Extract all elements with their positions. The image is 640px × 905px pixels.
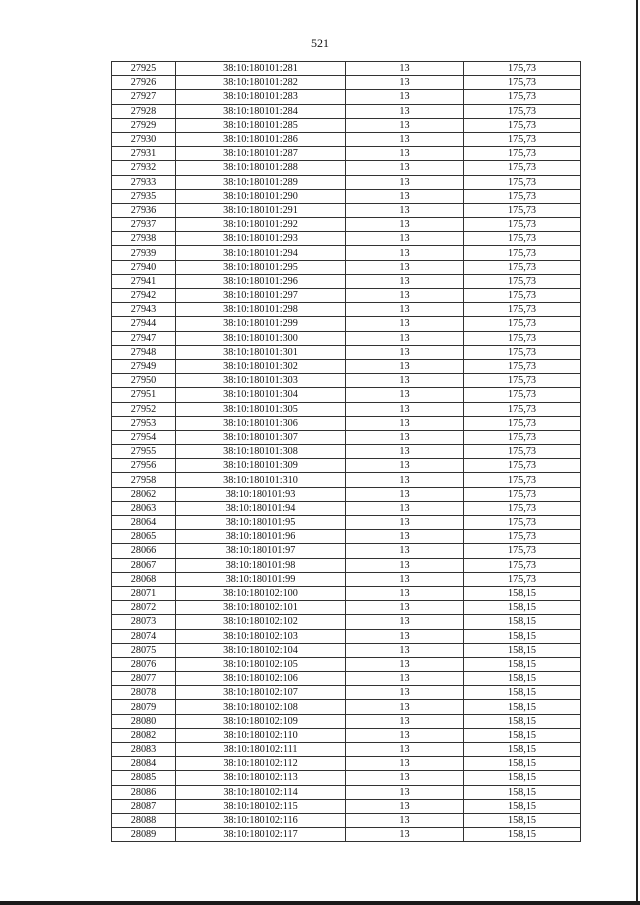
value-cell: 158,15: [464, 686, 581, 700]
group-cell: 13: [346, 175, 464, 189]
row-number-cell: 27955: [112, 445, 176, 459]
row-number-cell: 27936: [112, 203, 176, 217]
value-cell: 158,15: [464, 771, 581, 785]
table-row: [112, 828, 581, 842]
row-number-cell: 27925: [112, 62, 176, 76]
group-cell: 13: [346, 586, 464, 600]
cadastral-number-cell: 38:10:180101:296: [176, 274, 346, 288]
group-cell: 13: [346, 672, 464, 686]
value-cell: 175,73: [464, 62, 581, 76]
table-row: [112, 771, 581, 785]
row-number-cell: 28063: [112, 501, 176, 515]
row-number-cell: 28067: [112, 558, 176, 572]
row-number-cell: 28079: [112, 700, 176, 714]
row-number-cell: 28076: [112, 657, 176, 671]
table-row: [112, 374, 581, 388]
value-cell: 175,73: [464, 530, 581, 544]
table-row: [112, 785, 581, 799]
value-cell: 175,73: [464, 161, 581, 175]
row-number-cell: 28080: [112, 714, 176, 728]
row-number-cell: 27950: [112, 374, 176, 388]
table-row: [112, 672, 581, 686]
value-cell: 175,73: [464, 147, 581, 161]
row-number-cell: 27956: [112, 459, 176, 473]
value-cell: 175,73: [464, 402, 581, 416]
group-cell: 13: [346, 743, 464, 757]
table-row: [112, 161, 581, 175]
group-cell: 13: [346, 303, 464, 317]
value-cell: 158,15: [464, 615, 581, 629]
row-number-cell: 28074: [112, 629, 176, 643]
cadastral-number-cell: 38:10:180101:287: [176, 147, 346, 161]
table-row: [112, 813, 581, 827]
cadastral-number-cell: 38:10:180102:116: [176, 813, 346, 827]
group-cell: 13: [346, 416, 464, 430]
value-cell: 175,73: [464, 90, 581, 104]
value-cell: 175,73: [464, 388, 581, 402]
table-row: [112, 430, 581, 444]
cadastral-number-cell: 38:10:180101:299: [176, 317, 346, 331]
value-cell: 175,73: [464, 274, 581, 288]
group-cell: 13: [346, 317, 464, 331]
cadastral-number-cell: 38:10:180101:282: [176, 76, 346, 90]
table-row: [112, 445, 581, 459]
value-cell: 175,73: [464, 445, 581, 459]
group-cell: 13: [346, 799, 464, 813]
table-row: [112, 657, 581, 671]
value-cell: 175,73: [464, 246, 581, 260]
group-cell: 13: [346, 629, 464, 643]
cadastral-number-cell: 38:10:180101:295: [176, 260, 346, 274]
table-row: [112, 189, 581, 203]
table-row: [112, 728, 581, 742]
group-cell: 13: [346, 728, 464, 742]
value-cell: 175,73: [464, 459, 581, 473]
cadastral-number-cell: 38:10:180101:94: [176, 501, 346, 515]
table-row: [112, 303, 581, 317]
table-row: [112, 147, 581, 161]
table-row: [112, 601, 581, 615]
table-row: [112, 118, 581, 132]
cadastral-number-cell: 38:10:180102:102: [176, 615, 346, 629]
value-cell: 158,15: [464, 728, 581, 742]
row-number-cell: 27949: [112, 359, 176, 373]
row-number-cell: 27947: [112, 331, 176, 345]
cadastral-number-cell: 38:10:180102:112: [176, 757, 346, 771]
page-number: 521: [311, 36, 329, 50]
group-cell: 13: [346, 218, 464, 232]
group-cell: 13: [346, 757, 464, 771]
value-cell: 175,73: [464, 544, 581, 558]
group-cell: 13: [346, 501, 464, 515]
cadastral-number-cell: 38:10:180101:96: [176, 530, 346, 544]
group-cell: 13: [346, 260, 464, 274]
value-cell: 158,15: [464, 714, 581, 728]
value-cell: 175,73: [464, 345, 581, 359]
table-row: [112, 544, 581, 558]
value-cell: 175,73: [464, 218, 581, 232]
value-cell: 175,73: [464, 203, 581, 217]
row-number-cell: 28073: [112, 615, 176, 629]
table-row: [112, 558, 581, 572]
value-cell: 175,73: [464, 132, 581, 146]
group-cell: 13: [346, 473, 464, 487]
row-number-cell: 28064: [112, 516, 176, 530]
cadastral-number-cell: 38:10:180101:288: [176, 161, 346, 175]
value-cell: 158,15: [464, 828, 581, 842]
group-cell: 13: [346, 558, 464, 572]
cadastral-number-cell: 38:10:180101:291: [176, 203, 346, 217]
row-number-cell: 27953: [112, 416, 176, 430]
group-cell: 13: [346, 430, 464, 444]
row-number-cell: 28087: [112, 799, 176, 813]
row-number-cell: 27951: [112, 388, 176, 402]
group-cell: 13: [346, 62, 464, 76]
table-row: [112, 76, 581, 90]
cadastral-number-cell: 38:10:180101:285: [176, 118, 346, 132]
group-cell: 13: [346, 203, 464, 217]
table-row: [112, 359, 581, 373]
value-cell: 175,73: [464, 303, 581, 317]
cadastral-number-cell: 38:10:180102:105: [176, 657, 346, 671]
table-row: [112, 643, 581, 657]
group-cell: 13: [346, 459, 464, 473]
value-cell: 175,73: [464, 232, 581, 246]
cadastral-number-cell: 38:10:180101:289: [176, 175, 346, 189]
cadastral-number-cell: 38:10:180101:283: [176, 90, 346, 104]
table-row: [112, 388, 581, 402]
value-cell: 158,15: [464, 700, 581, 714]
group-cell: 13: [346, 289, 464, 303]
group-cell: 13: [346, 530, 464, 544]
table-row: [112, 132, 581, 146]
value-cell: 175,73: [464, 189, 581, 203]
group-cell: 13: [346, 487, 464, 501]
row-number-cell: 27935: [112, 189, 176, 203]
value-cell: 158,15: [464, 813, 581, 827]
row-number-cell: 28062: [112, 487, 176, 501]
table-row: [112, 700, 581, 714]
cadastral-number-cell: 38:10:180102:113: [176, 771, 346, 785]
table-row: [112, 104, 581, 118]
row-number-cell: 27937: [112, 218, 176, 232]
table-row: [112, 714, 581, 728]
value-cell: 158,15: [464, 785, 581, 799]
row-number-cell: 27938: [112, 232, 176, 246]
row-number-cell: 27940: [112, 260, 176, 274]
cadastral-number-cell: 38:10:180101:308: [176, 445, 346, 459]
value-cell: 158,15: [464, 586, 581, 600]
cadastral-number-cell: 38:10:180101:302: [176, 359, 346, 373]
value-cell: 175,73: [464, 260, 581, 274]
value-cell: 158,15: [464, 601, 581, 615]
group-cell: 13: [346, 104, 464, 118]
cadastral-number-cell: 38:10:180101:284: [176, 104, 346, 118]
table-row: [112, 402, 581, 416]
table-row: [112, 317, 581, 331]
row-number-cell: 28066: [112, 544, 176, 558]
cadastral-number-cell: 38:10:180101:281: [176, 62, 346, 76]
group-cell: 13: [346, 76, 464, 90]
table-row: [112, 615, 581, 629]
group-cell: 13: [346, 700, 464, 714]
row-number-cell: 27942: [112, 289, 176, 303]
table-row: [112, 175, 581, 189]
value-cell: 158,15: [464, 672, 581, 686]
cadastral-number-cell: 38:10:180102:110: [176, 728, 346, 742]
table-row: [112, 572, 581, 586]
cadastral-number-cell: 38:10:180101:294: [176, 246, 346, 260]
row-number-cell: 27931: [112, 147, 176, 161]
row-number-cell: 27939: [112, 246, 176, 260]
group-cell: 13: [346, 445, 464, 459]
table-row: [112, 345, 581, 359]
row-number-cell: 27932: [112, 161, 176, 175]
row-number-cell: 28089: [112, 828, 176, 842]
value-cell: 175,73: [464, 430, 581, 444]
parcel-table-body: [112, 62, 581, 842]
cadastral-number-cell: 38:10:180101:301: [176, 345, 346, 359]
value-cell: 175,73: [464, 516, 581, 530]
table-row: [112, 232, 581, 246]
table-row: [112, 743, 581, 757]
row-number-cell: 27952: [112, 402, 176, 416]
row-number-cell: 28078: [112, 686, 176, 700]
table-row: [112, 90, 581, 104]
value-cell: 158,15: [464, 643, 581, 657]
value-cell: 175,73: [464, 317, 581, 331]
table-row: [112, 757, 581, 771]
row-number-cell: 27958: [112, 473, 176, 487]
value-cell: 175,73: [464, 487, 581, 501]
group-cell: 13: [346, 785, 464, 799]
group-cell: 13: [346, 572, 464, 586]
row-number-cell: 27933: [112, 175, 176, 189]
value-cell: 175,73: [464, 175, 581, 189]
group-cell: 13: [346, 189, 464, 203]
cadastral-number-cell: 38:10:180101:307: [176, 430, 346, 444]
group-cell: 13: [346, 161, 464, 175]
cadastral-number-cell: 38:10:180102:106: [176, 672, 346, 686]
group-cell: 13: [346, 246, 464, 260]
cadastral-number-cell: 38:10:180101:309: [176, 459, 346, 473]
group-cell: 13: [346, 714, 464, 728]
table-row: [112, 218, 581, 232]
row-number-cell: 28075: [112, 643, 176, 657]
table-row: [112, 516, 581, 530]
value-cell: 158,15: [464, 629, 581, 643]
row-number-cell: 28086: [112, 785, 176, 799]
group-cell: 13: [346, 359, 464, 373]
table-row: [112, 686, 581, 700]
group-cell: 13: [346, 274, 464, 288]
value-cell: 175,73: [464, 572, 581, 586]
cadastral-number-cell: 38:10:180101:297: [176, 289, 346, 303]
table-row: [112, 487, 581, 501]
group-cell: 13: [346, 331, 464, 345]
row-number-cell: 27948: [112, 345, 176, 359]
cadastral-number-cell: 38:10:180102:108: [176, 700, 346, 714]
table-row: [112, 459, 581, 473]
row-number-cell: 27927: [112, 90, 176, 104]
cadastral-number-cell: 38:10:180101:97: [176, 544, 346, 558]
row-number-cell: 28072: [112, 601, 176, 615]
value-cell: 175,73: [464, 331, 581, 345]
table-row: [112, 501, 581, 515]
table-row: [112, 289, 581, 303]
value-cell: 175,73: [464, 374, 581, 388]
cadastral-number-cell: 38:10:180101:310: [176, 473, 346, 487]
value-cell: 175,73: [464, 359, 581, 373]
value-cell: 175,73: [464, 473, 581, 487]
table-row: [112, 274, 581, 288]
table-row: [112, 473, 581, 487]
table-row: [112, 586, 581, 600]
cadastral-number-cell: 38:10:180102:101: [176, 601, 346, 615]
group-cell: 13: [346, 615, 464, 629]
cadastral-number-cell: 38:10:180101:98: [176, 558, 346, 572]
cadastral-number-cell: 38:10:180102:103: [176, 629, 346, 643]
group-cell: 13: [346, 544, 464, 558]
cadastral-number-cell: 38:10:180101:93: [176, 487, 346, 501]
row-number-cell: 27929: [112, 118, 176, 132]
value-cell: 175,73: [464, 76, 581, 90]
value-cell: 175,73: [464, 501, 581, 515]
group-cell: 13: [346, 132, 464, 146]
group-cell: 13: [346, 516, 464, 530]
cadastral-number-cell: 38:10:180101:305: [176, 402, 346, 416]
group-cell: 13: [346, 345, 464, 359]
value-cell: 158,15: [464, 757, 581, 771]
value-cell: 175,73: [464, 416, 581, 430]
row-number-cell: 27930: [112, 132, 176, 146]
cadastral-number-cell: 38:10:180101:293: [176, 232, 346, 246]
table-row: [112, 416, 581, 430]
value-cell: 175,73: [464, 558, 581, 572]
cadastral-number-cell: 38:10:180102:100: [176, 586, 346, 600]
value-cell: 175,73: [464, 289, 581, 303]
value-cell: 158,15: [464, 799, 581, 813]
table-row: [112, 260, 581, 274]
table-row: [112, 331, 581, 345]
group-cell: 13: [346, 388, 464, 402]
cadastral-number-cell: 38:10:180102:107: [176, 686, 346, 700]
cadastral-number-cell: 38:10:180101:306: [176, 416, 346, 430]
value-cell: 175,73: [464, 118, 581, 132]
cadastral-number-cell: 38:10:180101:298: [176, 303, 346, 317]
value-cell: 158,15: [464, 743, 581, 757]
row-number-cell: 27941: [112, 274, 176, 288]
row-number-cell: 28083: [112, 743, 176, 757]
scan-edge-bottom: [0, 901, 640, 905]
cadastral-number-cell: 38:10:180102:117: [176, 828, 346, 842]
table-row: [112, 799, 581, 813]
table-row: [112, 246, 581, 260]
parcel-table: [111, 61, 581, 842]
row-number-cell: 28088: [112, 813, 176, 827]
row-number-cell: 27943: [112, 303, 176, 317]
cadastral-number-cell: 38:10:180101:286: [176, 132, 346, 146]
cadastral-number-cell: 38:10:180101:292: [176, 218, 346, 232]
group-cell: 13: [346, 374, 464, 388]
group-cell: 13: [346, 828, 464, 842]
cadastral-number-cell: 38:10:180101:99: [176, 572, 346, 586]
cadastral-number-cell: 38:10:180101:95: [176, 516, 346, 530]
value-cell: 158,15: [464, 657, 581, 671]
table-row: [112, 203, 581, 217]
cadastral-number-cell: 38:10:180102:115: [176, 799, 346, 813]
cadastral-number-cell: 38:10:180101:300: [176, 331, 346, 345]
row-number-cell: 27928: [112, 104, 176, 118]
table-row: [112, 62, 581, 76]
row-number-cell: 28082: [112, 728, 176, 742]
row-number-cell: 27954: [112, 430, 176, 444]
table-row: [112, 629, 581, 643]
group-cell: 13: [346, 147, 464, 161]
group-cell: 13: [346, 813, 464, 827]
row-number-cell: 28071: [112, 586, 176, 600]
row-number-cell: 28085: [112, 771, 176, 785]
cadastral-number-cell: 38:10:180102:114: [176, 785, 346, 799]
group-cell: 13: [346, 657, 464, 671]
cadastral-number-cell: 38:10:180101:303: [176, 374, 346, 388]
cadastral-number-cell: 38:10:180102:111: [176, 743, 346, 757]
row-number-cell: 27944: [112, 317, 176, 331]
row-number-cell: 28077: [112, 672, 176, 686]
cadastral-number-cell: 38:10:180101:304: [176, 388, 346, 402]
group-cell: 13: [346, 771, 464, 785]
row-number-cell: 27926: [112, 76, 176, 90]
group-cell: 13: [346, 118, 464, 132]
group-cell: 13: [346, 601, 464, 615]
group-cell: 13: [346, 232, 464, 246]
cadastral-number-cell: 38:10:180101:290: [176, 189, 346, 203]
scan-edge-right: [636, 0, 638, 905]
group-cell: 13: [346, 402, 464, 416]
row-number-cell: 28068: [112, 572, 176, 586]
value-cell: 175,73: [464, 104, 581, 118]
group-cell: 13: [346, 90, 464, 104]
cadastral-number-cell: 38:10:180102:109: [176, 714, 346, 728]
row-number-cell: 28084: [112, 757, 176, 771]
table-row: [112, 530, 581, 544]
cadastral-number-cell: 38:10:180102:104: [176, 643, 346, 657]
row-number-cell: 28065: [112, 530, 176, 544]
group-cell: 13: [346, 643, 464, 657]
group-cell: 13: [346, 686, 464, 700]
